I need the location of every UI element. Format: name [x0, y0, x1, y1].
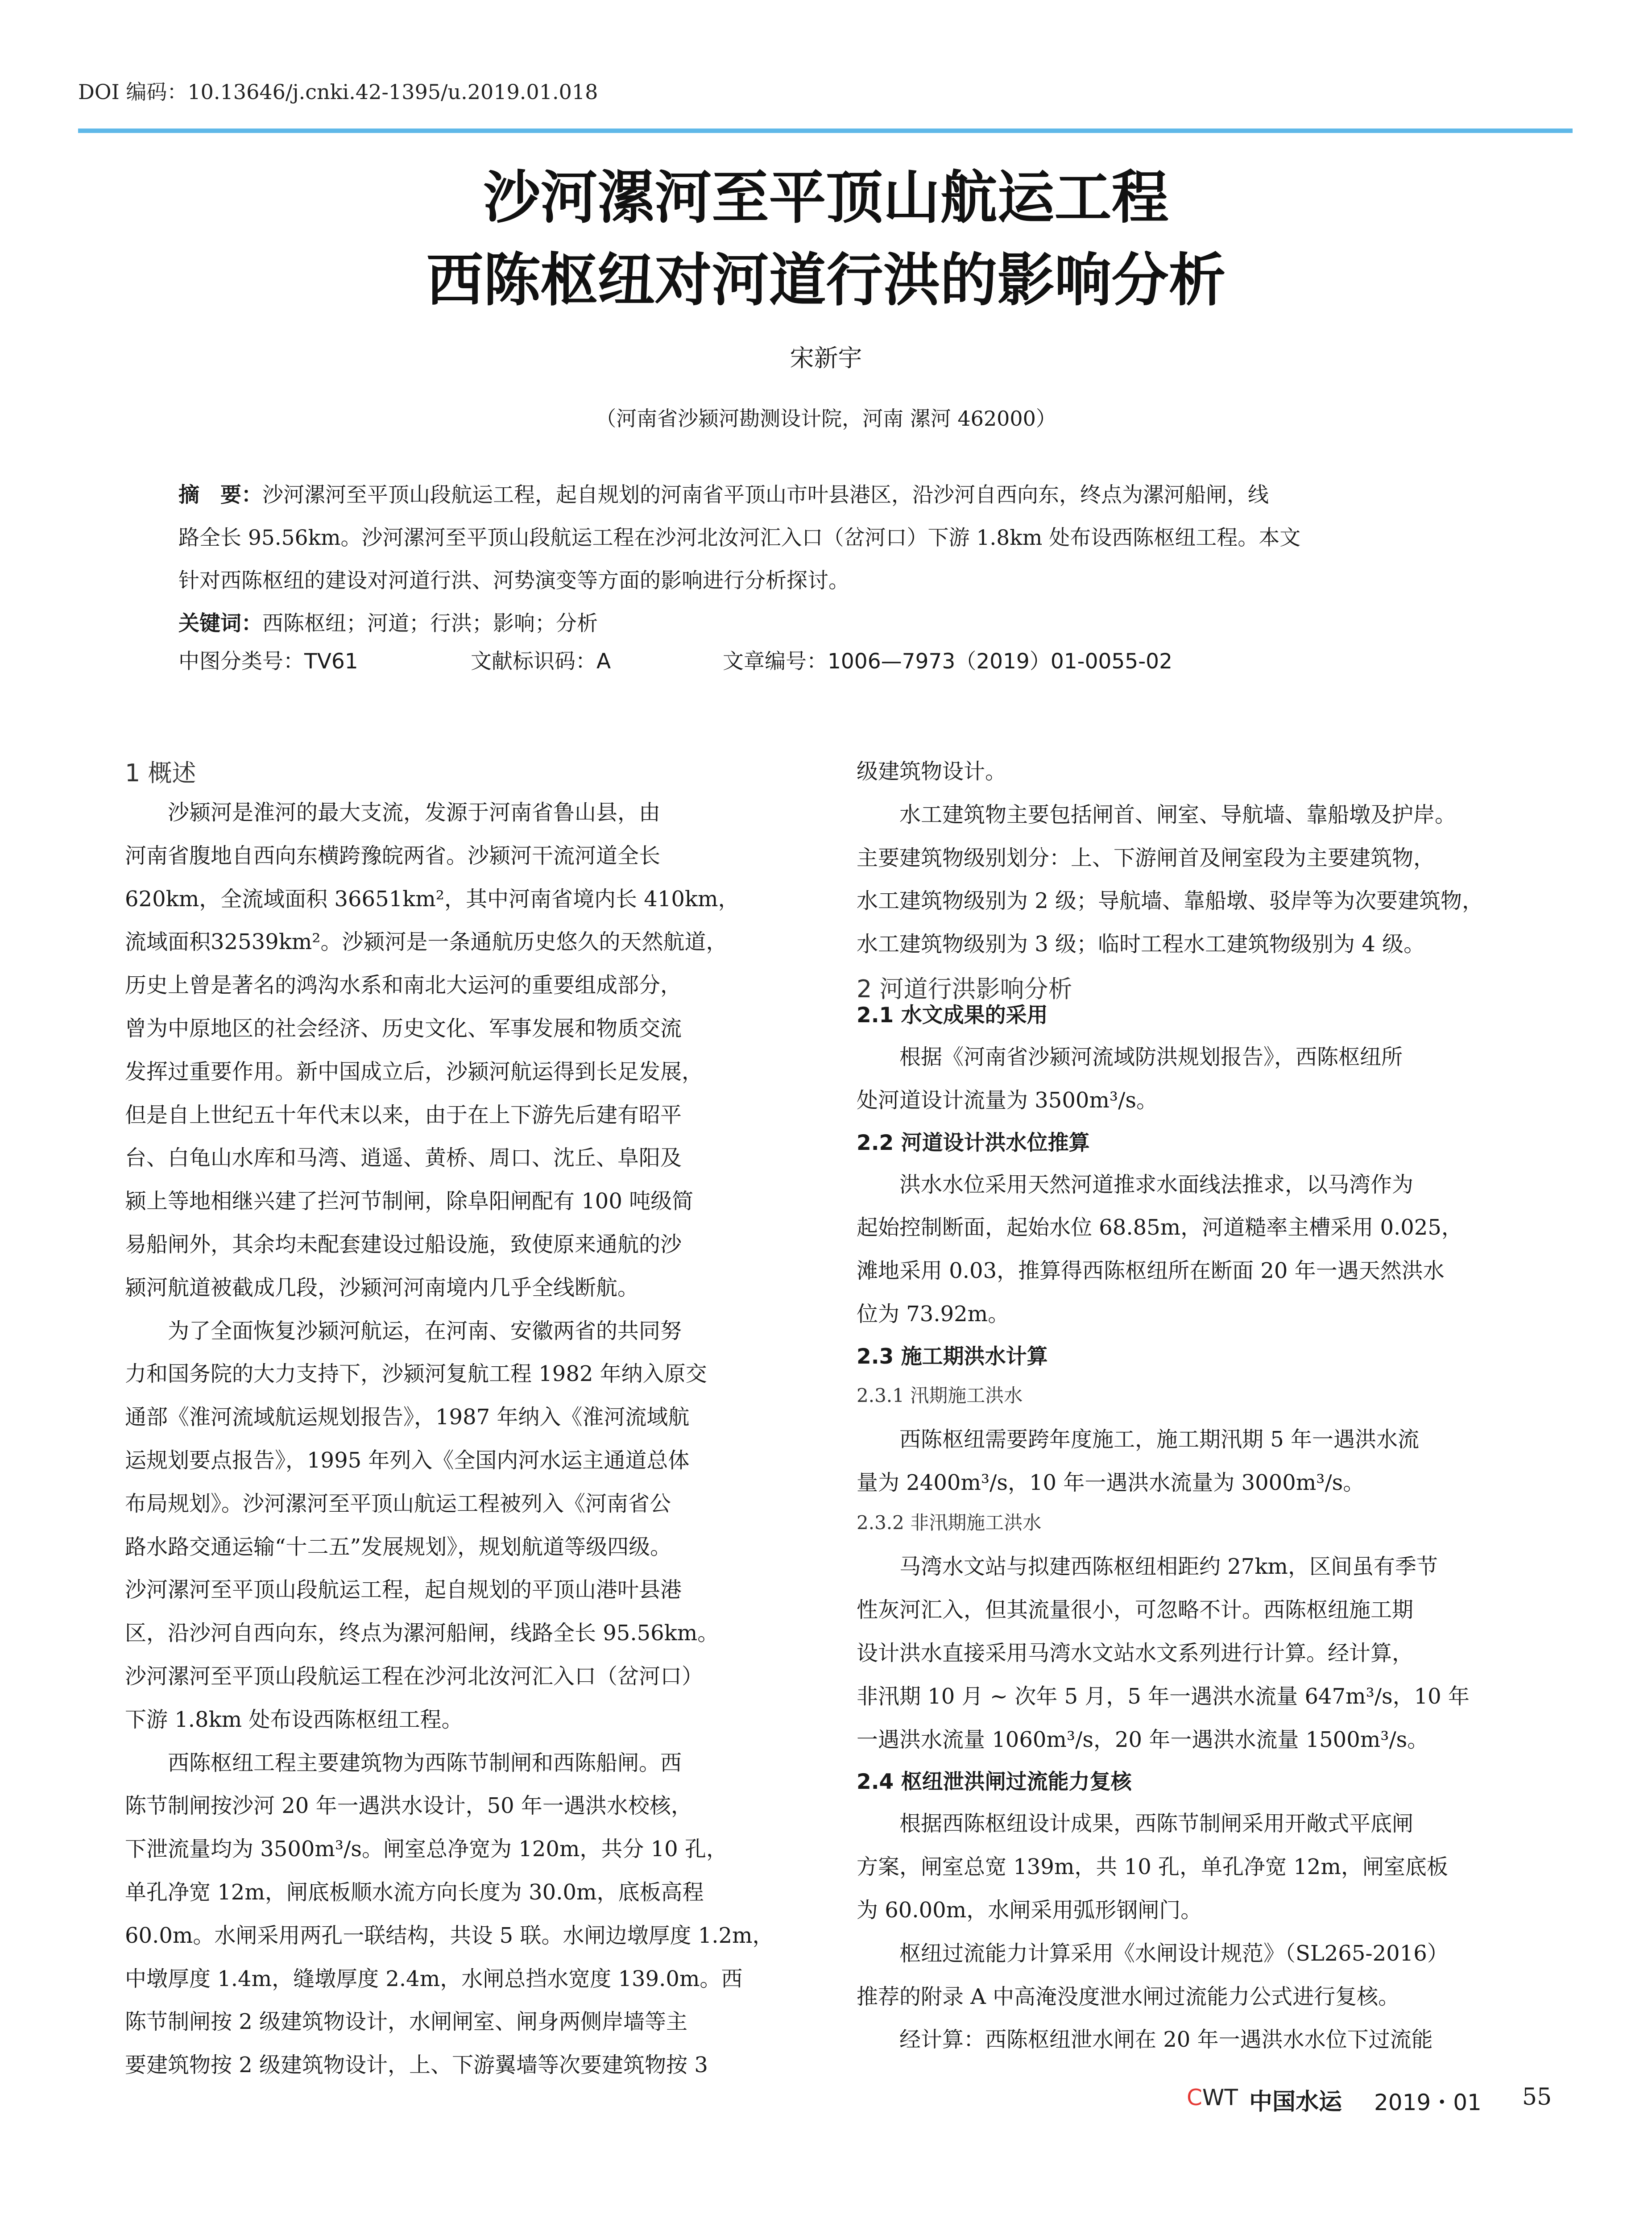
paragraph-line: 下游 1.8km 处布设西陈枢纽工程。: [125, 1707, 463, 1732]
paragraph-line: 西陈枢纽需要跨年度施工，施工期汛期 5 年一遇洪水流: [857, 1427, 1420, 1452]
paragraph-line: 为了全面恢复沙颍河航运，在河南、安徽两省的共同努: [125, 1318, 682, 1344]
abstract-line: 针对西陈枢纽的建设对河道行洪、河势演变等方面的影响进行分析探讨。: [178, 568, 849, 593]
paragraph-line: 力和国务院的大力支持下，沙颍河复航工程 1982 年纳入原交: [125, 1361, 707, 1387]
paragraph-line: 布局规划》。沙河漯河至平顶山航运工程被列入《河南省公: [125, 1491, 671, 1516]
paragraph-line: 沙河漯河至平顶山段航运工程在沙河北汝河汇入口（岔河口）: [125, 1664, 704, 1689]
section-heading: 2.3 施工期洪水计算: [857, 1344, 1048, 1369]
paragraph-line: 单孔净宽 12m，闸底板顺水流方向长度为 30.0m，底板高程: [125, 1880, 704, 1905]
paragraph-line: 枢纽过流能力计算采用《水闸设计规范》（SL265-2016）: [857, 1941, 1449, 1966]
paragraph-line: 中墩厚度 1.4m，缝墩厚度 2.4m，水闸总挡水宽度 139.0m。西: [125, 1966, 743, 1991]
title-line-1: 沙河漯河至平顶山航运工程: [483, 164, 1169, 231]
keywords-line: [178, 602, 1477, 645]
author: 宋新宇: [790, 344, 862, 372]
abstract-line: [178, 474, 1477, 517]
paragraph-line: 西陈枢纽工程主要建筑物为西陈节制闸和西陈船闸。西: [125, 1750, 682, 1775]
paragraph-line: 根据《河南省沙颍河流域防洪规划报告》，西陈枢纽所: [857, 1045, 1403, 1070]
paragraph-line: 根据西陈枢纽设计成果，西陈节制闸采用开敞式平底闸: [857, 1811, 1414, 1837]
paragraph-line: 历史上曾是著名的鸿沟水系和南北大运河的重要组成部分，: [125, 973, 682, 998]
paragraph-line: 马湾水文站与拟建西陈枢纽相距约 27km，区间虽有季节: [857, 1554, 1438, 1580]
abstract-text: 沙河漯河至平顶山段航运工程，起自规划的河南省平顶山市叶县港区，沿沙河自西向东，终点为漯河船闸，线: [262, 483, 1269, 507]
paragraph-line: 易船闸外，其余均未配套建设过船设施，致使原来通航的沙: [125, 1232, 682, 1257]
header-rule: [78, 129, 1573, 133]
journal-name: 中国水运: [1249, 2088, 1342, 2115]
paragraph-line: 水工建筑物级别为 2 级；导航墙、靠船墩、驳岸等为次要建筑物，: [857, 888, 1484, 914]
paragraph-line: 620km，全流域面积 36651km²，其中河南省境内长 410km，: [125, 886, 740, 912]
paragraph-line: 区，沿沙河自西向东，终点为漯河船闸，线路全长 95.56km。: [125, 1621, 719, 1646]
paragraph-line: 通部《淮河流域航运规划报告》，1987 年纳入《淮河流域航: [125, 1405, 690, 1430]
abstract-line: 路全长 95.56km。沙河漯河至平顶山段航运工程在沙河北汝河汇入口（岔河口）下游 1.8km 处布设西陈枢纽工程。本文: [178, 526, 1301, 550]
abstract: [178, 474, 1477, 645]
paragraph-line: 但是自上世纪五十年代末以来，由于在上下游先后建有昭平: [125, 1102, 682, 1128]
paragraph-line: 性灰河汇入，但其流量很小，可忽略不计。西陈枢纽施工期: [857, 1597, 1414, 1623]
paragraph-line: 非汛期 10 月 ~ 次年 5 月，5 年一遇洪水流量 647m³/s，10 年: [857, 1684, 1470, 1709]
doi-header: DOI 编码：10.13646/j.cnki.42-1395/u.2019.01.018: [78, 80, 598, 104]
keywords-text: 西陈枢纽；河道；行洪；影响；分析: [262, 611, 598, 636]
section-heading: 2 河道行洪影响分析: [857, 975, 1072, 1003]
paragraph-line: 级建筑物设计。: [857, 759, 1007, 784]
affiliation: （河南省沙颍河勘测设计院，河南 漯河 462000）: [596, 406, 1056, 431]
keywords-label: 关键词：: [178, 611, 262, 636]
paragraph-line: 河南省腹地自西向东横跨豫皖两省。沙颍河干流河道全长: [125, 843, 661, 868]
section-heading: 1 概述: [125, 759, 196, 787]
paragraph-line: 陈节制闸按沙河 20 年一遇洪水设计，50 年一遇洪水校核，: [125, 1793, 692, 1819]
paragraph-line: 为 60.00m，水闸采用弧形钢闸门。: [857, 1898, 1202, 1923]
paragraph-line: 沙河漯河至平顶山段航运工程，起自规划的平顶山港叶县港: [125, 1577, 682, 1603]
section-heading: 2.1 水文成果的采用: [857, 1003, 1048, 1028]
paragraph-line: 颍河航道被截成几段，沙颍河河南境内几乎全线断航。: [125, 1275, 639, 1300]
paragraph-line: 发挥过重要作用。新中国成立后，沙颍河航运得到长足发展，: [125, 1059, 704, 1084]
paragraph-line: 流域面积32539km²。沙颍河是一条通航历史悠久的天然航道，: [125, 929, 728, 955]
abstract-label: 摘 要：: [178, 483, 262, 507]
issue-date: 2019・01: [1374, 2090, 1482, 2115]
paragraph-line: 方案，闸室总宽 139m，共 10 孔，单孔净宽 12m，闸室底板: [857, 1854, 1448, 1880]
paragraph-line: 颍上等地相继兴建了拦河节制闸，除阜阳闸配有 100 吨级简: [125, 1189, 694, 1214]
paragraph-line: 位为 73.92m。: [857, 1302, 1010, 1327]
section-heading: 2.3.1 汛期施工洪水: [857, 1384, 1023, 1406]
paragraph-line: 经计算：西陈枢纽泄水闸在 20 年一遇洪水水位下过流能: [857, 2027, 1433, 2053]
paragraph-line: 推荐的附录 A 中高淹没度泄水闸过流能力公式进行复核。: [857, 1984, 1400, 2009]
title-line-2: 西陈枢纽对河道行洪的影响分析: [426, 247, 1226, 314]
document-code: 文献标识码：A: [471, 649, 611, 674]
paragraph-line: 运规划要点报告》，1995 年列入《全国内河水运主通道总体: [125, 1448, 690, 1473]
paragraph-line: 台、白龟山水库和马湾、逍遥、黄桥、周口、沈丘、阜阳及: [125, 1145, 682, 1171]
section-heading: 2.4 枢纽泄洪闸过流能力复核: [857, 1770, 1132, 1795]
paragraph-line: 要建筑物按 2 级建筑物设计，上、下游翼墙等次要建筑物按 3: [125, 2053, 708, 2078]
paragraph-line: 60.0m。水闸采用两孔一联结构，共设 5 联。水闸边墩厚度 1.2m，: [125, 1923, 774, 1948]
paragraph-line: 下泄流量均为 3500m³/s。闸室总净宽为 120m，共分 10 孔，: [125, 1837, 728, 1862]
paragraph-line: 设计洪水直接采用马湾水文站水文系列进行计算。经计算，: [857, 1641, 1414, 1666]
paragraph-line: 曾为中原地区的社会经济、历史文化、军事发展和物质交流: [125, 1016, 682, 1041]
article-number: 文章编号：1006—7973（2019）01-0055-02: [723, 649, 1172, 674]
paragraph-line: 水工建筑物级别为 3 级；临时工程水工建筑物级别为 4 级。: [857, 932, 1425, 957]
paragraph-line: 路水路交通运输“十二五”发展规划》，规划航道等级四级。: [125, 1534, 672, 1559]
paragraph-line: 起始控制断面，起始水位 68.85m，河道糙率主槽采用 0.025，: [857, 1215, 1463, 1240]
paragraph-line: 沙颍河是淮河的最大支流，发源于河南省鲁山县，由: [125, 800, 661, 825]
page-number: 55: [1522, 2084, 1552, 2111]
paragraph-line: 主要建筑物级别划分：上、下游闸首及闸室段为主要建筑物，: [857, 845, 1435, 871]
section-heading: 2.2 河道设计洪水位推算: [857, 1130, 1090, 1155]
paragraph-line: 滩地采用 0.03，推算得西陈枢纽所在断面 20 年一遇天然洪水: [857, 1258, 1445, 1284]
paragraph-line: 量为 2400m³/s，10 年一遇洪水流量为 3000m³/s。: [857, 1470, 1365, 1495]
paragraph-line: 陈节制闸按 2 级建筑物设计，水闸闸室、闸身两侧岸墙等主: [125, 2009, 688, 2035]
cwt-logo: CWT: [1187, 2085, 1238, 2111]
clc-number: 中图分类号：TV61: [178, 649, 358, 674]
paragraph-line: 处河道设计流量为 3500m³/s。: [857, 1087, 1158, 1113]
paragraph-line: 水工建筑物主要包括闸首、闸室、导航墙、靠船墩及护岸。: [857, 802, 1457, 827]
paragraph-line: 洪水水位采用天然河道推求水面线法推求，以马湾作为: [857, 1172, 1414, 1197]
section-heading: 2.3.2 非汛期施工洪水: [857, 1512, 1042, 1534]
paragraph-line: 一遇洪水流量 1060m³/s，20 年一遇洪水流量 1500m³/s。: [857, 1727, 1429, 1752]
